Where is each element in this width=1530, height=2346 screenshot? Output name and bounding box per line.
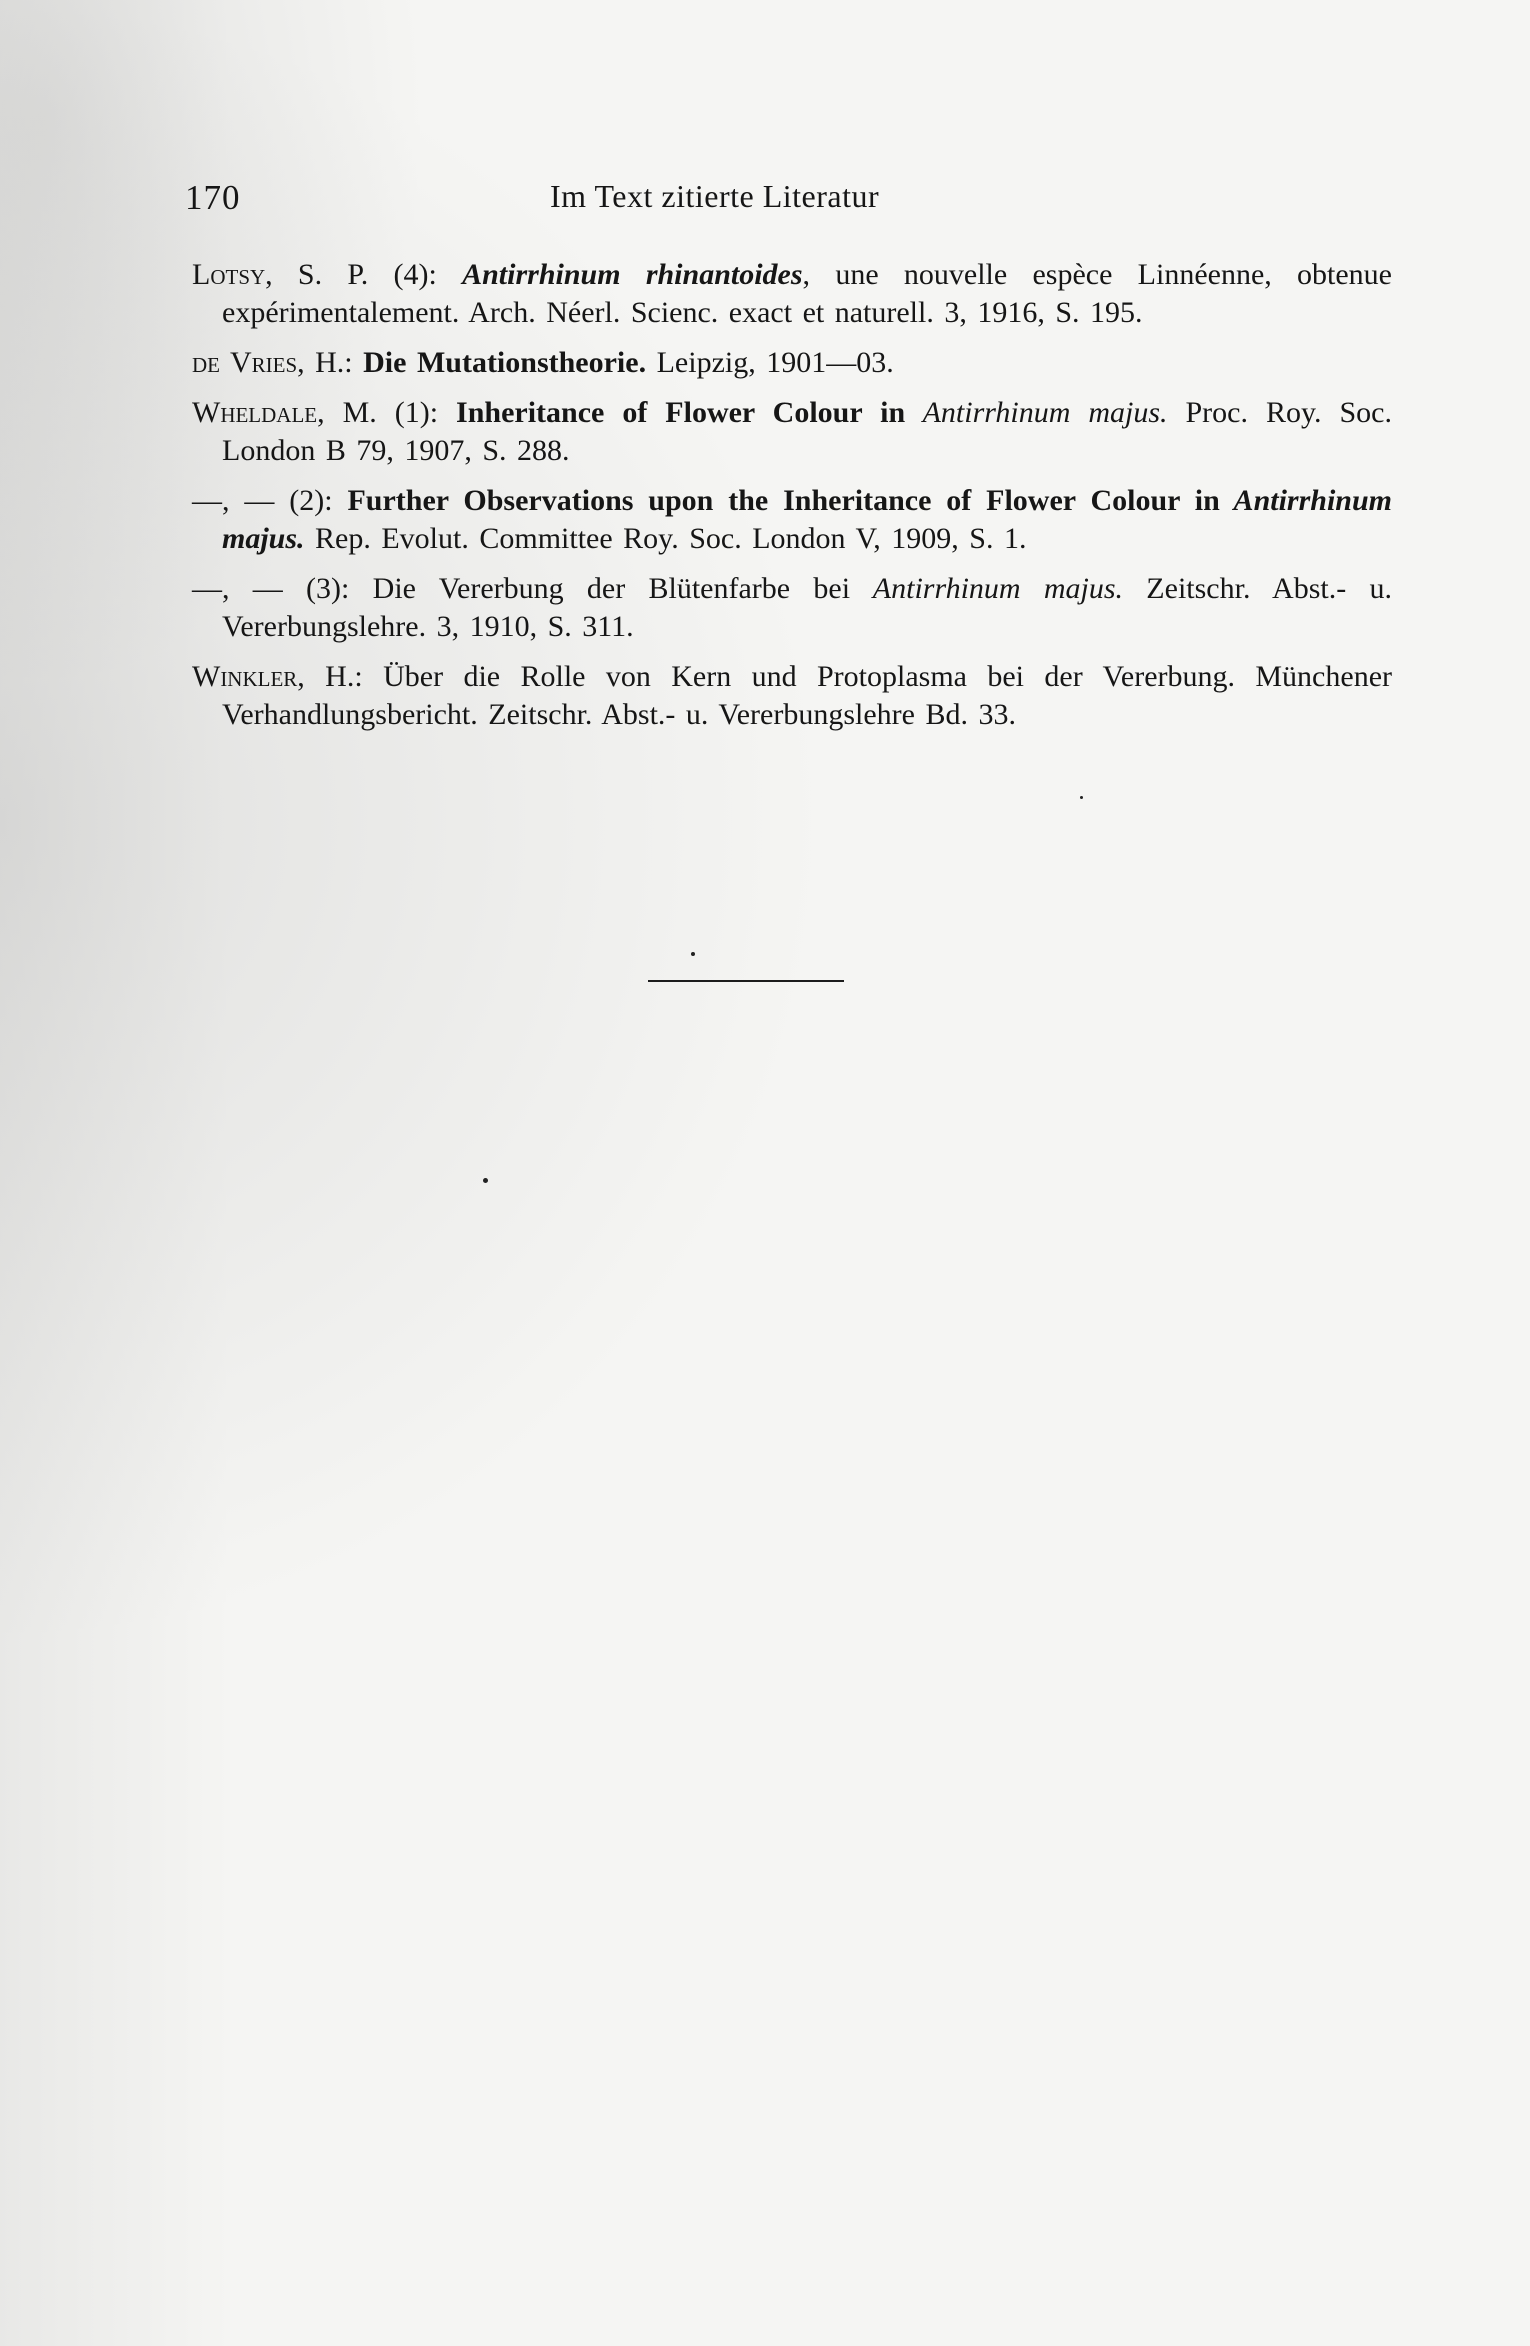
reference-entry bbox=[192, 394, 1392, 470]
reference-details: Rep. Evolut. Committee Roy. Soc. London V, 1909, S. 1. bbox=[304, 522, 1027, 555]
ink-speck bbox=[1080, 796, 1083, 799]
reference-tag: (4): bbox=[368, 258, 463, 291]
reference-entry bbox=[192, 344, 1392, 382]
reference-tag: (2): bbox=[274, 484, 348, 517]
reference-tag: (1): bbox=[376, 396, 457, 429]
reference-author: de Vries, H. bbox=[192, 346, 345, 379]
reference-author: Lotsy, S. P. bbox=[192, 258, 369, 291]
reference-author: —, — bbox=[192, 572, 283, 605]
reference-entry bbox=[192, 482, 1392, 558]
reference-author: Wheldale, M. bbox=[192, 396, 377, 429]
reference-details: , une nouvelle espèce Linnéenne, obtenue expérimentalement. Arch. Néerl. Scienc. exact et naturell. 3, 1916, S. 195. bbox=[222, 258, 1392, 329]
reference-tag: : bbox=[354, 660, 384, 693]
page-header bbox=[185, 178, 1385, 228]
end-rule bbox=[648, 980, 844, 982]
reference-author: Winkler, H. bbox=[192, 660, 355, 693]
reference-title: Further Observations upon the Inheritance of Flower Colour in bbox=[347, 484, 1220, 517]
reference-title: Die Vererbung der Blütenfarbe bei bbox=[372, 572, 851, 605]
reference-author: —, — bbox=[192, 484, 275, 517]
reference-details: Leipzig, 1901—03. bbox=[646, 346, 894, 379]
reference-details: Münchener Verhandlungsbericht. Zeitschr. Abst.- u. Vererbungslehre Bd. 33. bbox=[222, 660, 1392, 731]
reference-title: Inheritance of Flower Colour in bbox=[456, 396, 906, 429]
reference-species: Antirrhinum majus. bbox=[905, 396, 1168, 429]
reference-title: Die Mutationstheorie. bbox=[363, 346, 647, 379]
page-number: 170 bbox=[185, 178, 241, 217]
reference-title: Über die Rolle von Kern und Protoplasma bei der Vererbung. bbox=[383, 660, 1235, 693]
reference-entry bbox=[192, 658, 1392, 734]
reference-details: Proc. Roy. Soc. London B 79, 1907, S. 288. bbox=[222, 396, 1392, 467]
reference-species: Antirrhinum majus. bbox=[850, 572, 1124, 605]
reference-entry bbox=[192, 256, 1392, 332]
ink-speck bbox=[483, 1178, 488, 1183]
running-title: Im Text zitierte Literatur bbox=[550, 178, 880, 214]
reference-species: Antirrhinum majus. bbox=[222, 484, 1392, 555]
reference-title: Antirrhinum rhinantoides bbox=[462, 258, 803, 291]
ink-speck bbox=[691, 952, 695, 956]
reference-tag: : bbox=[344, 346, 364, 379]
reference-tag: (3): bbox=[282, 572, 373, 605]
reference-entry bbox=[192, 570, 1392, 646]
reference-list bbox=[192, 256, 1392, 746]
reference-details: Zeitschr. Abst.- u. Vererbungslehre. 3, 1910, S. 311. bbox=[222, 572, 1392, 643]
